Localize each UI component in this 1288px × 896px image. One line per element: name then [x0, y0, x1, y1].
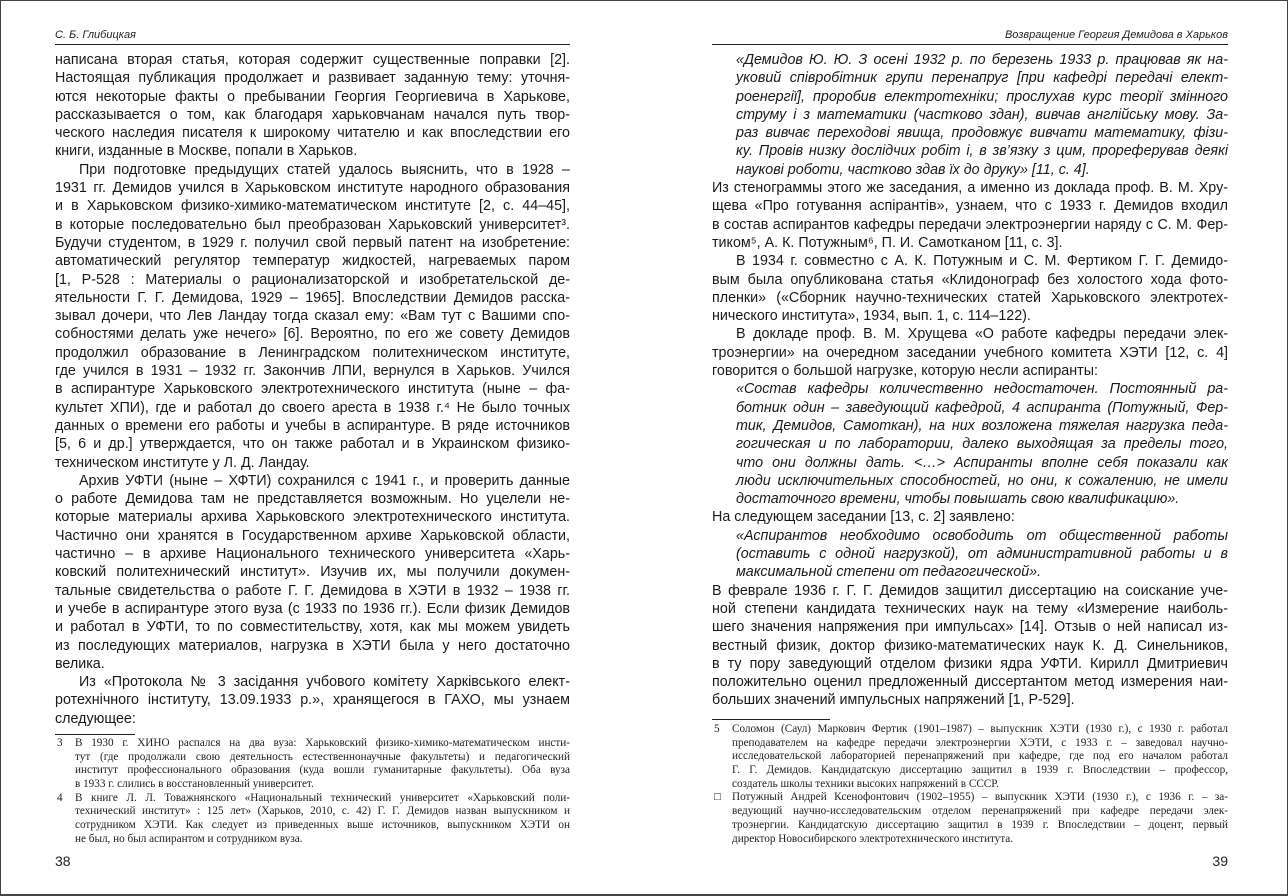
text-line: директор Новосибирского электротехнического института. — [732, 832, 1014, 845]
text-line: Архив УФТИ (ныне – ХФТИ) сохранился с 1941 г., и проверить данные — [79, 472, 570, 489]
text-line: тиком⁵, А. К. Потужным⁶, П. И. Самотканом [11, с. 3]. — [712, 234, 1063, 251]
text-line: данных о времени его работы и учебы в аспирантуре. В ряде источников — [55, 417, 570, 434]
text-line: В феврале 1936 г. Г. Г. Демидов защитил диссертацию на соискание уче- — [712, 582, 1228, 599]
paragraph — [55, 673, 570, 728]
text-line: в которые последовательно был преобразован Харьковский университет³. — [55, 216, 570, 233]
footnote-number: □ — [714, 791, 721, 804]
text-line: (оставить с одной нагрузкой), от административной работы и в — [736, 546, 1228, 563]
text-line: сотрудником ХЭТИ. Как следует из приведенных выше источников, выпускником ХЭТИ он — [75, 819, 570, 832]
text-line: Потужный Андрей Ксенофонтович (1902–1955) – выпускник ХЭТИ (1930 г.), с 1936 г. – за- — [732, 791, 1228, 804]
footnote-number: 5 — [714, 723, 720, 735]
text-line: что они должны дать. <…> Аспиранты вполне себя показали как — [736, 454, 1228, 471]
text-line: в 1933 г. слились в восстановленный университет. — [75, 778, 314, 791]
footnote — [712, 723, 1228, 791]
text-line: продолжил образование в Ленинградском политехническом институте, — [55, 344, 570, 361]
text-line: 1931 гг. Демидов учился в Харьковском институте народного образования — [55, 180, 570, 197]
text-line: в состав аспирантов кафедры передачи электроэнергии наряду с С. М. Фер- — [712, 216, 1228, 233]
text-line: ческого наследия писателя к широкому читателю и как впоследствии его — [55, 125, 570, 142]
footnote — [55, 792, 570, 847]
text-line: ются некоторые факты о пребывании Георгия Георгиевича в Харькове, — [55, 88, 570, 105]
footnotes — [712, 723, 1228, 846]
text-line: достаточного времени, чтобы повышать свою квалификацию». — [736, 491, 1180, 508]
left-page — [55, 0, 570, 896]
text-line: говорится о большой нагрузке, которую несли аспиранты: — [712, 363, 1098, 380]
text-line: Частично они хранятся в Государственном архиве Харьковской области, — [55, 527, 570, 544]
text-line: культет ХПИ), где и работал до своего ареста в 1938 г.⁴ Не было точных — [55, 399, 570, 416]
text-line: технический институт» : 125 лет» (Харьков, 2010, с. 42) Г. Г. Демидов назван выпускником и — [75, 805, 570, 818]
text-line: автоматический регулятор температур жидкостей, нагреваемых паром — [55, 253, 570, 270]
paragraph — [55, 51, 570, 161]
page-number: 39 — [1212, 853, 1228, 869]
text-line: и учебе в аспирантуре этого вуза (с 1933 по 1936 гг.). Если физик Демидов — [55, 600, 570, 617]
paragraph — [712, 508, 1228, 526]
footnote-number: 4 — [57, 791, 63, 804]
running-head: С. Б. Глибицкая — [55, 29, 570, 45]
text-line: собностями делать уже нечего» [6]. Вероятно, по его же совету Демидов — [55, 326, 570, 343]
text-line: которые материалы архива Харьковского электротехнического института. — [55, 509, 570, 526]
text-line: в аспирантуре Харьковского электротехнического института (ныне – фа- — [55, 381, 570, 398]
text-line: ротехнічного інституту, 13.09.1933 р.», хранящегося в ГАХО, мы узнаем — [55, 692, 570, 709]
text-line: техническом институте у Л. Д. Ландау. — [55, 454, 310, 471]
text-line: велика. — [55, 655, 105, 672]
text-line: пленки» («Сборник научно-технических статей Харьковского электротех- — [712, 289, 1228, 306]
paragraph — [55, 161, 570, 472]
paragraph — [712, 179, 1228, 252]
text-line: троэнергии. Кандидатскую диссертацию защитил в 1939 г. Впоследствии – доцент, первый — [732, 818, 1228, 831]
text-line: В 1934 г. совместно с А. К. Потужным и С. М. Фертиком Г. Г. Демидо- — [736, 253, 1228, 270]
text-line: В 1930 г. ХИНО распался на два вуза: Харьковский физико-химико-математическом инсти- — [75, 737, 570, 749]
text-line: в ту пору заведующий отделом физики ядра УФТИ. Кирилл Дмитриевич — [712, 655, 1228, 672]
footnote-rule — [712, 719, 830, 720]
text-line: рассказывается о том, как благодаря харьковчанам начался путь твор- — [55, 106, 570, 123]
footnote — [712, 791, 1228, 846]
text-line: уковий співробітник групи перенапруг [при кафедрі передачі елект- — [736, 70, 1228, 87]
text-line: В книге Л. Л. Товажнянского «Национальный технический университет «Харьковский поли- — [75, 791, 570, 804]
text-line: ку. Провів низку дослідчих робіт і, в зв’язку з цим, прореферував деякі — [736, 143, 1228, 160]
text-line: При подготовке предыдущих статей удалось выяснить, что в 1928 – — [79, 161, 570, 178]
footnote-rule — [55, 734, 135, 735]
text-line: шего значения напряжения при импульсах» [14]. Отзыв о ней написал из- — [712, 619, 1228, 636]
text-line: частично – в архиве Национального технического университета «Харь- — [55, 546, 570, 563]
text-line: люди исключительных способностей, но они, к сожалению, не имели — [736, 472, 1228, 489]
text-line: роенергії], проробив електротехніки; прослухав курс теорії змінного — [736, 88, 1228, 105]
running-head: Возвращение Георгия Демидова в Харьков — [712, 29, 1228, 45]
right-page — [712, 0, 1228, 896]
text-line: написана вторая статья, которая содержит существенные поправки [2]. — [55, 52, 570, 68]
text-line: где учился в 1931 – 1932 гг. Закончив ЛПИ, вернулся в Харьков. Учился — [55, 363, 570, 380]
text-line: зывал дочери, что Лев Ландау тогда сказал ему: «Вам тут с Вашими спо- — [55, 308, 570, 325]
text-line: и в Харьковском физико-химико-математическом институте [2, с. 44–45], — [55, 198, 570, 215]
page-number: 38 — [55, 853, 71, 869]
block-quote — [712, 380, 1228, 508]
text-line: троэнергии» на очередном заседании учебного комитета ХЭТИ [12, с. 4] — [712, 344, 1228, 361]
text-line: щева «Про готування аспірантів», узнаем, что с 1933 г. Демидов входил — [712, 198, 1228, 215]
text-line: следующее: — [55, 710, 136, 727]
text-line: [1, Р-528 : Материалы о рационализаторской и изобретательской де- — [55, 271, 570, 288]
text-line: «Демидов Ю. Ю. З осені 1932 р. по березень 1933 р. працював як на- — [736, 52, 1228, 68]
text-line: Из «Протокола № 3 засідання учбового комітету Харківського елект- — [79, 674, 570, 691]
text-line: преподавателем на кафедре передачи электроэнергии ХЭТИ, с 1933 г. – заведовал научно- — [732, 736, 1228, 749]
text-line: [5, 6 и др.] утверждается, что он также работал и в Украинском физико- — [55, 436, 570, 453]
text-line: тут (где продолжали свою деятельность естественнонаучные факультеты) и педагогический — [75, 750, 570, 763]
text-line: гогическая и по лаборатории, далеко выходящая за пределы того, — [736, 436, 1228, 453]
paragraph — [712, 252, 1228, 325]
text-line: ной степени кандидата технических наук на тему «Измерение наиболь- — [712, 600, 1228, 617]
text-line: о работе Демидова там не представляется возможным. Но уцелели не- — [55, 491, 570, 508]
footnote — [55, 737, 570, 792]
text-line: нического института», 1934, вып. 1, с. 114–122). — [712, 308, 1031, 325]
text-line: из последующих материалов, нагрузка в ХЭТИ была у него достаточно — [55, 637, 570, 654]
text-line: Из стенограммы этого же заседания, а именно из доклада проф. В. М. Хру- — [712, 180, 1228, 197]
text-line: не был, но был аспирантом и сотрудником вуза. — [75, 832, 303, 845]
block-quote — [712, 51, 1228, 179]
body-text — [55, 51, 570, 728]
text-line: исследовательской лабораторией перенапряжений при кафедре, где под его началом работал — [732, 750, 1228, 763]
text-line: На следующем заседании [13, с. 2] заявлено: — [712, 509, 1015, 526]
text-line: тик, Демидов, Самоткан), на них возложена тяжелая нагрузка педа- — [736, 417, 1228, 434]
text-line: тальные свидетельства о работе Г. Г. Демидова в ХЭТИ в 1932 – 1938 гг. — [55, 582, 570, 599]
text-line: ковский политехнический институт». Изучив их, мы получили докумен- — [55, 564, 570, 581]
paragraph — [712, 325, 1228, 380]
text-line: книги, изданные в Москве, попали в Харьков. — [55, 143, 358, 160]
text-line: вым была опубликована статья «Клидонограф без холостого хода фото- — [712, 271, 1228, 288]
paragraph — [712, 582, 1228, 710]
text-line: ятельности Г. Г. Демидова, 1929 – 1965]. Впоследствии Демидов расска- — [55, 289, 570, 306]
text-line: Будучи студентом, в 1929 г. получил свой первый патент на изобретение: — [55, 234, 570, 251]
text-line: Настоящая публикация продолжает и развивает заданную тему: уточня- — [55, 70, 570, 87]
text-line: и работал в УФТИ, то по совместительству, хотя, как мы можем увидеть — [55, 619, 570, 636]
body-text — [712, 51, 1228, 710]
text-line: создатель школы техники высоких напряжений в СССР. — [732, 777, 999, 790]
text-line: ведующий научно-исследовательским отделом перенапряжений при кафедре передачи элек- — [732, 805, 1228, 818]
text-line: «Аспирантов необходимо освободить от общественной работы — [736, 527, 1228, 544]
text-line: ботник один – заведующий кафедрой, 4 аспиранта (Потужный, Фер- — [736, 399, 1228, 416]
text-line: Соломон (Саул) Маркович Фертик (1901–1987) – выпускник ХЭТИ (1930 г.), с 1930 г. работал — [732, 723, 1228, 735]
block-quote — [712, 527, 1228, 582]
text-line: струму і з математики (частково здан), вивчав англійську мову. За- — [736, 106, 1228, 123]
text-line: больших значений импульсных напряжений [1, Р-529]. — [712, 692, 1075, 709]
text-line: В докладе проф. В. М. Хрущева «О работе кафедры передачи элек- — [736, 326, 1228, 343]
text-line: институт профессионального образования (куда вошли гуманитарные факультеты). Оба вуза — [75, 764, 570, 777]
text-line: «Состав кафедры количественно недостаточен. Постоянный ра- — [736, 381, 1228, 398]
text-line: максимальной степени от педагогической». — [736, 564, 1042, 581]
footnotes — [55, 737, 570, 847]
paragraph — [55, 472, 570, 673]
footnote-number: 3 — [57, 737, 63, 749]
text-line: Г. Г. Демидов. Кандидатскую диссертацию защитил в 1939 г. Впоследствии – профессор, — [732, 764, 1228, 777]
text-line: положительно оценил предложенный диссертантом метод измерения наи- — [712, 674, 1228, 691]
text-line: наукові роботи, частково здав їх до друку» [11, с. 4]. — [736, 161, 1090, 178]
text-line: раз вивчає переходові явища, продовжує вивчати математику, фізи- — [736, 125, 1228, 142]
text-line: вестный физик, доктор физико-математических наук К. Д. Синельников, — [712, 637, 1228, 654]
